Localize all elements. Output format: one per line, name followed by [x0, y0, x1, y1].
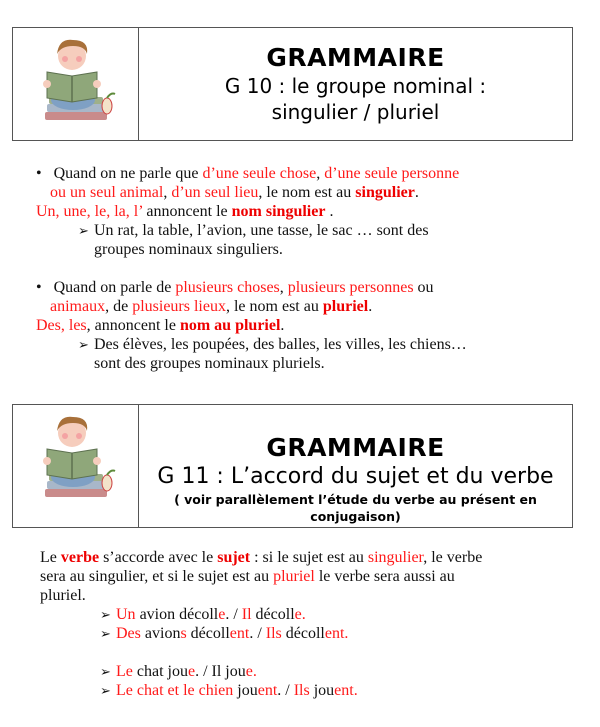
example-1: ➢ Un avion décolle. / Il décolle. — [100, 606, 306, 623]
arrow-bullet-icon: ➢ — [100, 664, 111, 679]
example-pluriel-line2: sont des groupes nominaux pluriels. — [94, 355, 325, 372]
section-note-line2: conjugaison) — [310, 509, 401, 524]
section-subtitle-line2: singulier / pluriel — [271, 100, 440, 124]
title-cell — [139, 28, 572, 140]
example-2: ➢ Des avions décollent. / Ils décollent. — [100, 625, 349, 642]
header-box-g10 — [12, 27, 573, 141]
example-4: ➢ Le chat et le chien jouent. / Ils jouent. — [100, 682, 358, 699]
rule-pluriel: Des, les, annoncent le nom au pluriel. — [36, 317, 285, 334]
bullet1-line2: ou un seul animal, d’un seul lieu, le nom est au singulier. — [50, 184, 419, 201]
rule-singulier: Un, une, le, la, l’ annoncent le nom singulier . — [36, 203, 334, 220]
bullet2-line2: animaux, de plusieurs lieux, le nom est au pluriel. — [50, 298, 373, 315]
header-box-g11 — [12, 404, 573, 528]
illustration-cell — [13, 28, 139, 140]
illustration-cell — [13, 405, 139, 527]
arrow-bullet-icon: ➢ — [78, 337, 89, 352]
boy-reading-book-icon — [35, 34, 117, 134]
arrow-bullet-icon: ➢ — [78, 223, 89, 238]
arrow-bullet-icon: ➢ — [100, 607, 111, 622]
intro-line2: sera au singulier, et si le sujet est au pluriel le verbe sera aussi au — [40, 568, 455, 585]
title-cell — [139, 405, 572, 527]
section-subtitle-line1: G 10 : le groupe nominal : — [224, 74, 487, 98]
boy-reading-book-icon — [35, 411, 117, 511]
bullet1-line1: • Quand on ne parle que d’une seule chose, d’une seule personne — [36, 165, 460, 182]
section-note-line1: ( voir parallèlement l’étude du verbe au présent en — [174, 492, 537, 507]
example-singulier-line1: ➢ Un rat, la table, l’avion, une tasse, le sac … sont des — [78, 222, 429, 239]
example-3: ➢ Le chat joue. / Il joue. — [100, 663, 257, 680]
bullet-marker: • — [36, 165, 42, 182]
intro-line3: pluriel. — [40, 587, 86, 604]
bullet-marker: • — [36, 279, 42, 296]
arrow-bullet-icon: ➢ — [100, 626, 111, 641]
intro-line1: Le verbe s’accorde avec le sujet : si le sujet est au singulier, le verbe — [40, 549, 483, 566]
bullet2-line1: • Quand on parle de plusieurs choses, plusieurs personnes ou — [36, 279, 434, 296]
example-pluriel-line1: ➢ Des élèves, les poupées, des balles, les villes, les chiens… — [78, 336, 467, 353]
example-singulier-line2: groupes nominaux singuliers. — [94, 241, 283, 258]
section-subtitle: G 11 : L’accord du sujet et du verbe — [157, 464, 554, 489]
section-title: GRAMMAIRE — [266, 43, 445, 72]
arrow-bullet-icon: ➢ — [100, 683, 111, 698]
section-title: GRAMMAIRE — [266, 433, 445, 462]
